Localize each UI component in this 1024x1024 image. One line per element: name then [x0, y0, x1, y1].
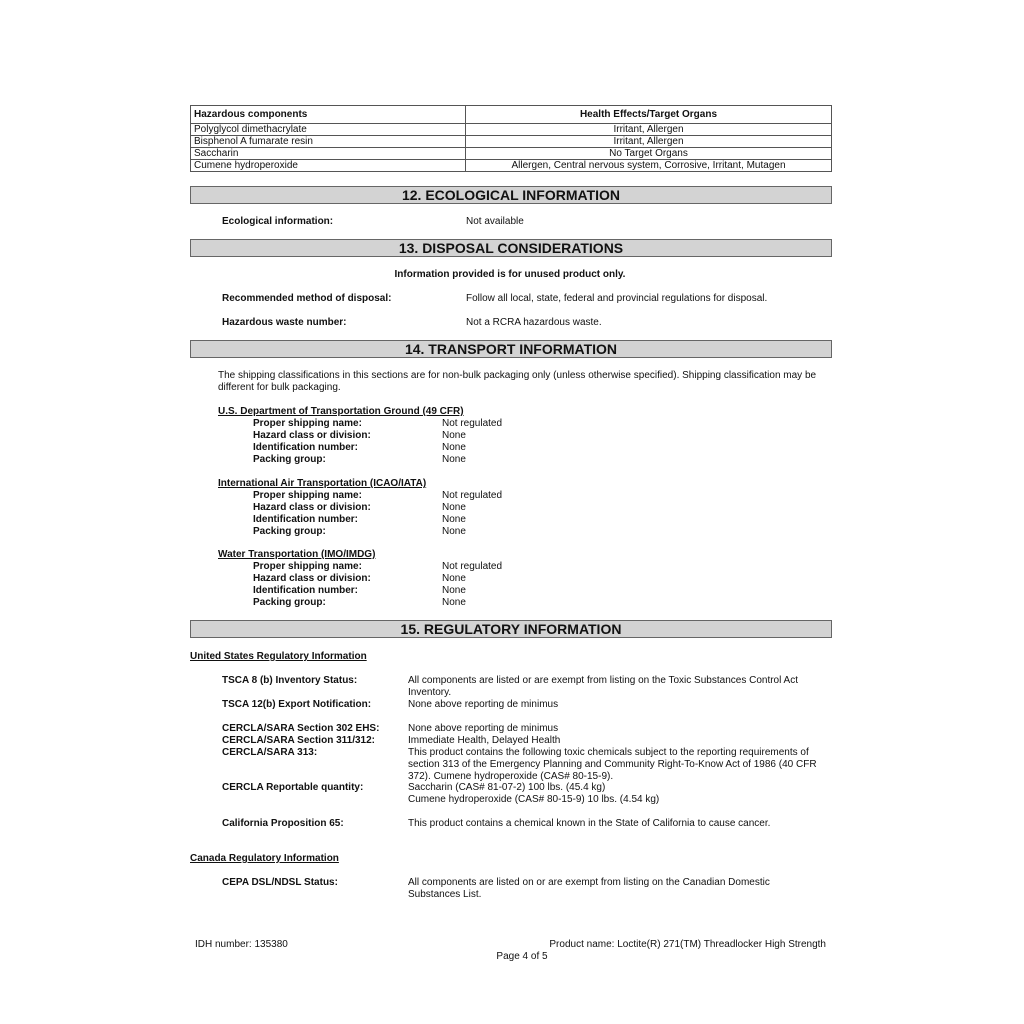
transport-label: Proper shipping name: [253, 490, 362, 501]
table-row [191, 136, 832, 148]
cercla-313-value: This product contains the following toxic chemicals subject to the reporting requirements of section 313 of the Emergency Planning and Community Right-To-Know Act of 1986 (40 CFR 372). Cumene hydroperoxide (CAS# 80-15-9). [408, 747, 817, 782]
transport-label: Packing group: [253, 597, 326, 608]
transport-value: None [442, 597, 466, 608]
transport-label: Identification number: [253, 514, 358, 525]
table-cell: Bisphenol A fumarate resin [191, 136, 466, 148]
section-14-header: 14. TRANSPORT INFORMATION [190, 340, 832, 358]
table-header-cell: Health Effects/Target Organs [466, 106, 832, 124]
water-transport-heading: Water Transportation (IMO/IMDG) [218, 549, 376, 560]
tsca12-label: TSCA 12(b) Export Notification: [222, 699, 372, 710]
hazardous-waste-label: Hazardous waste number: [222, 317, 347, 328]
tsca8-label: TSCA 8 (b) Inventory Status: [222, 675, 358, 686]
cercla-302-value: None above reporting de minimus [408, 723, 559, 734]
disposal-method-value: Follow all local, state, federal and provincial regulations for disposal. [466, 293, 768, 304]
transport-value: None [442, 454, 466, 465]
section-13-header: 13. DISPOSAL CONSIDERATIONS [190, 239, 832, 257]
table-cell: Cumene hydroperoxide [191, 160, 466, 172]
hazard-components-table [190, 105, 832, 172]
tsca8-value: All components are listed or are exempt from listing on the Toxic Substances Control Act Inventory. [408, 675, 799, 698]
table-header-row [191, 106, 832, 124]
transport-value: None [442, 573, 466, 584]
table-cell: Irritant, Allergen [466, 124, 832, 136]
tsca12-value: None above reporting de minimus [408, 699, 559, 710]
transport-intro: The shipping classifications in this sections are for non-bulk packaging only (unless otherwise specified). Shipping classification may be different for bulk packaging. [218, 370, 817, 393]
cercla-313-label: CERCLA/SARA 313: [222, 747, 318, 758]
transport-value: None [442, 442, 466, 453]
transport-value: Not regulated [442, 418, 503, 429]
table-row [191, 148, 832, 160]
transport-value: None [442, 502, 466, 513]
us-regulatory-heading: United States Regulatory Information [190, 651, 367, 662]
transport-value: Not regulated [442, 490, 503, 501]
table-header-cell: Hazardous components [191, 106, 466, 124]
disposal-method-label: Recommended method of disposal: [222, 293, 392, 304]
transport-label: Packing group: [253, 454, 326, 465]
section-15-header: 15. REGULATORY INFORMATION [190, 620, 832, 638]
transport-label: Packing group: [253, 526, 326, 537]
cercla-rq-value-2: Cumene hydroperoxide (CAS# 80-15-9) 10 lbs. (4.54 kg) [408, 794, 660, 805]
table-cell: No Target Organs [466, 148, 832, 160]
transport-label: Hazard class or division: [253, 430, 371, 441]
section-12-header: 12. ECOLOGICAL INFORMATION [190, 186, 832, 204]
footer-idh-number: IDH number: 135380 [195, 939, 288, 950]
footer-page-number: Page 4 of 5 [496, 951, 548, 962]
table-row [191, 160, 832, 172]
cercla-311-label: CERCLA/SARA Section 311/312: [222, 735, 376, 746]
transport-value: Not regulated [442, 561, 503, 572]
transport-value: None [442, 526, 466, 537]
transport-label: Hazard class or division: [253, 502, 371, 513]
transport-label: Identification number: [253, 585, 358, 596]
air-transport-heading: International Air Transportation (ICAO/IATA) [218, 478, 427, 489]
cercla-rq-label: CERCLA Reportable quantity: [222, 782, 364, 793]
cercla-302-label: CERCLA/SARA Section 302 EHS: [222, 723, 380, 734]
prop65-label: California Proposition 65: [222, 818, 344, 829]
canada-regulatory-heading: Canada Regulatory Information [190, 853, 339, 864]
prop65-value: This product contains a chemical known in the State of California to cause cancer. [408, 818, 771, 829]
cepa-value: All components are listed on or are exempt from listing on the Canadian Domestic Substances List. [408, 877, 770, 900]
hazardous-waste-value: Not a RCRA hazardous waste. [466, 317, 602, 328]
transport-value: None [442, 430, 466, 441]
table-cell: Irritant, Allergen [466, 136, 832, 148]
transport-label: Proper shipping name: [253, 561, 362, 572]
table-row [191, 124, 832, 136]
dot-ground-heading: U.S. Department of Transportation Ground (49 CFR) [218, 406, 464, 417]
table-cell: Allergen, Central nervous system, Corrosive, Irritant, Mutagen [466, 160, 832, 172]
footer-product-name: Product name: Loctite(R) 271(TM) Threadlocker High Strength [549, 939, 826, 950]
cercla-rq-value-1: Saccharin (CAS# 81-07-2) 100 lbs. (45.4 kg) [408, 782, 606, 793]
disposal-note: Information provided is for unused product only. [394, 269, 626, 280]
transport-label: Proper shipping name: [253, 418, 362, 429]
transport-value: None [442, 585, 466, 596]
cercla-311-value: Immediate Health, Delayed Health [408, 735, 561, 746]
table-cell: Polyglycol dimethacrylate [191, 124, 466, 136]
ecological-info-value: Not available [466, 216, 524, 227]
table-cell: Saccharin [191, 148, 466, 160]
transport-label: Identification number: [253, 442, 358, 453]
cepa-label: CEPA DSL/NDSL Status: [222, 877, 338, 888]
transport-label: Hazard class or division: [253, 573, 371, 584]
transport-value: None [442, 514, 466, 525]
ecological-info-label: Ecological information: [222, 216, 334, 227]
